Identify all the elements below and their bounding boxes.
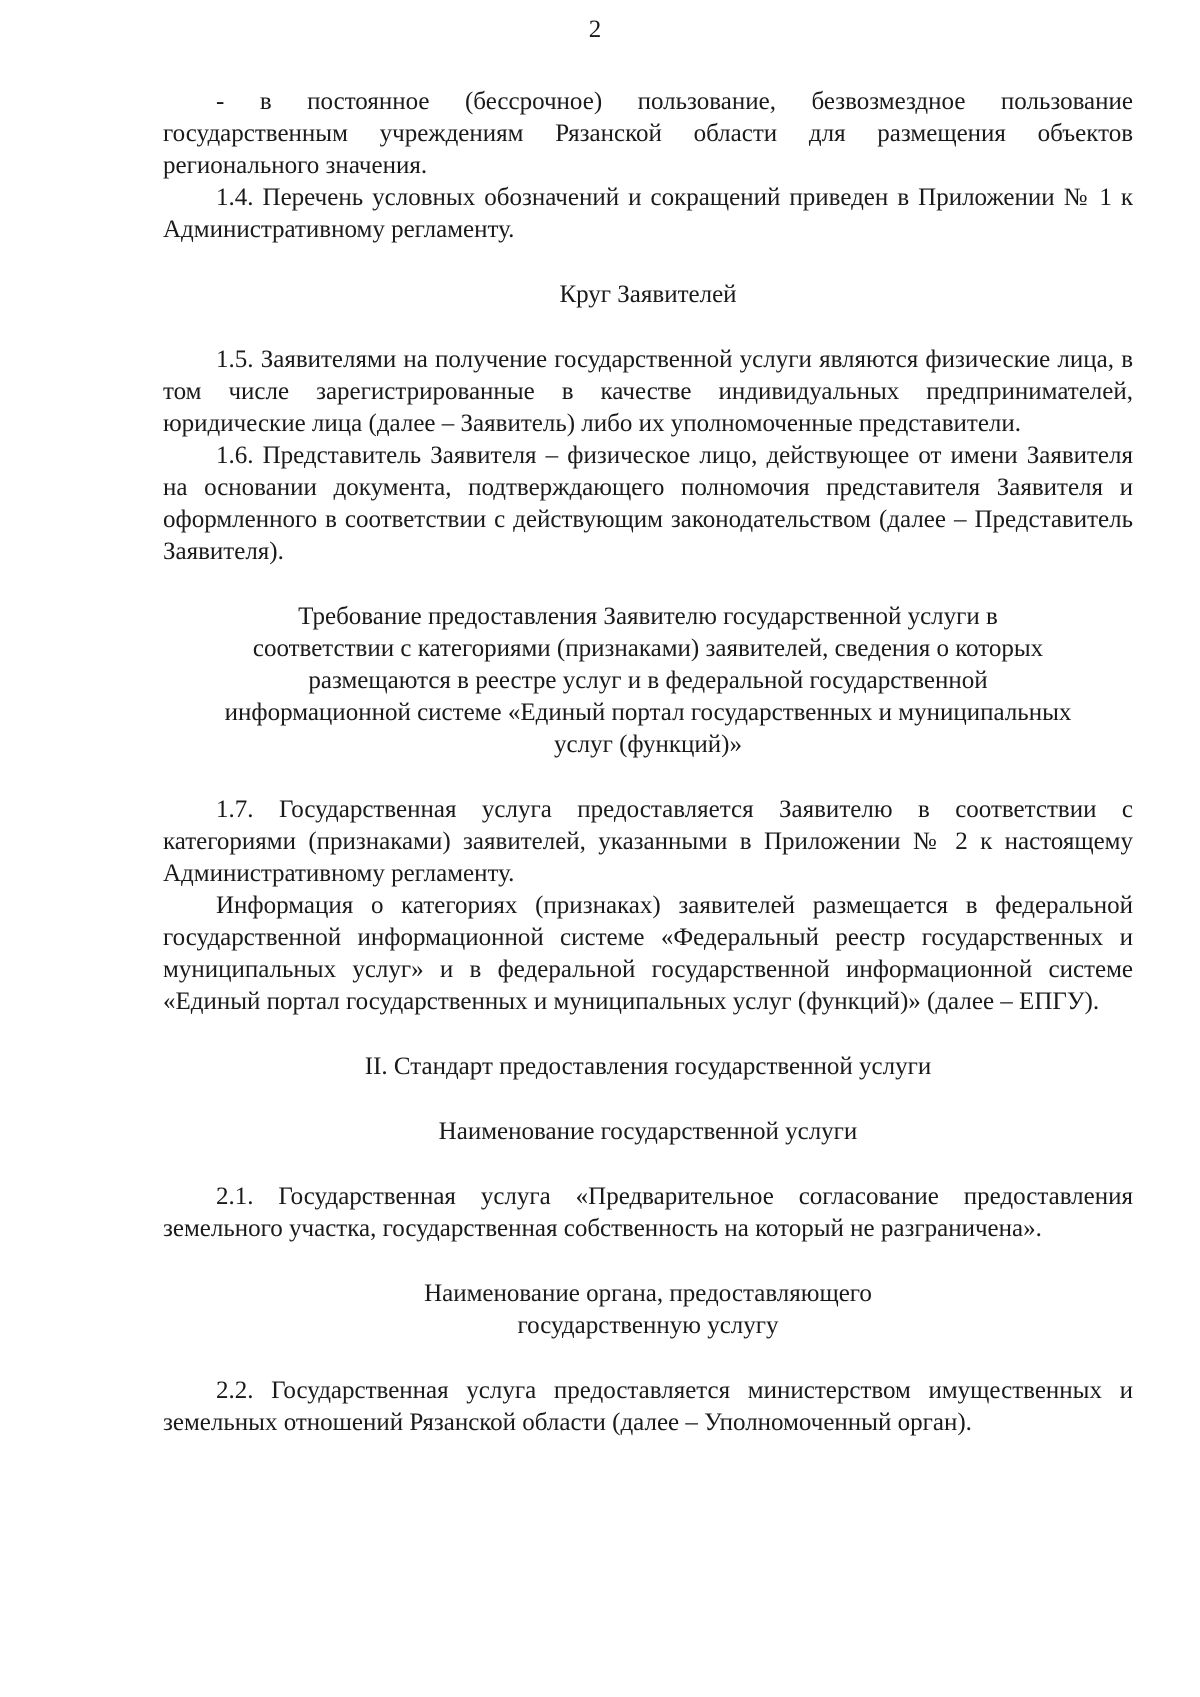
paragraph-1-6: 1.6. Представитель Заявителя – физическое лицо, действующее от имени Заявителя на основании документа, подтверждающего полномочия представителя Заявителя и оформленного в соответствии с действующим законодательством (далее – Представитель Заявителя).: [163, 442, 1133, 565]
paragraph-1-7: 1.7. Государственная услуга предоставляется Заявителю в соответствии с категориями (признаками) заявителей, указанными в Приложении № 2 к настоящему Административному регламенту.: [163, 796, 1133, 887]
paragraph-1-4: 1.4. Перечень условных обозначений и сокращений приведен в Приложении № 1 к Административному регламенту.: [163, 184, 1133, 243]
document-body: [163, 86, 1133, 1439]
heading-requirement-line: соответствии с категориями (признаками) заявителей, сведения о которых: [252, 635, 1044, 662]
heading-requirement: [163, 601, 1133, 761]
paragraph-permanent-use: - в постоянное (бессрочное) пользование, безвозмездное пользование государственным учреждениям Рязанской области для размещения объектов регионального значения.: [163, 88, 1133, 179]
paragraph-info-categories: Информация о категориях (признаках) заявителей размещается в федеральной государственной информационной системе «Федеральный реестр государственных и муниципальных услуг» и в федеральной государственной информационной системе «Единый портал государственных и муниципальных услуг (функций)» (далее – ЕПГУ).: [163, 892, 1133, 1015]
paragraph-2-2: 2.2. Государственная услуга предоставляется министерством имущественных и земельных отношений Рязанской области (далее – Уполномоченный орган).: [163, 1377, 1133, 1436]
heading-authority: [163, 1278, 1133, 1342]
heading-authority-line: Наименование органа, предоставляющего: [424, 1280, 872, 1307]
page-number: 2: [588, 16, 602, 43]
heading-requirement-line: информационной системе «Единый портал государственных и муниципальных: [224, 699, 1072, 726]
heading-authority-line: государственную услугу: [517, 1312, 779, 1339]
paragraph-1-5: 1.5. Заявителями на получение государственной услуги являются физические лица, в том числе зарегистрированные в качестве индивидуальных предпринимателей, юридические лица (далее – Заявитель) либо их уполномоченные представители.: [163, 346, 1133, 437]
heading-requirement-line: Требование предоставления Заявителю государственной услуги в: [298, 603, 998, 630]
paragraph-2-1: 2.1. Государственная услуга «Предварительное согласование предоставления земельного участка, государственная собственность на который не разграничена».: [163, 1183, 1133, 1242]
heading-requirement-line: размещаются в реестре услуг и в федеральной государственной: [308, 667, 988, 694]
heading-requirement-line: услуг (функций)»: [554, 731, 742, 758]
heading-service-name: Наименование государственной услуги: [438, 1118, 858, 1145]
heading-section-2: II. Стандарт предоставления государственной услуги: [364, 1053, 932, 1080]
heading-applicants: Круг Заявителей: [559, 281, 737, 308]
